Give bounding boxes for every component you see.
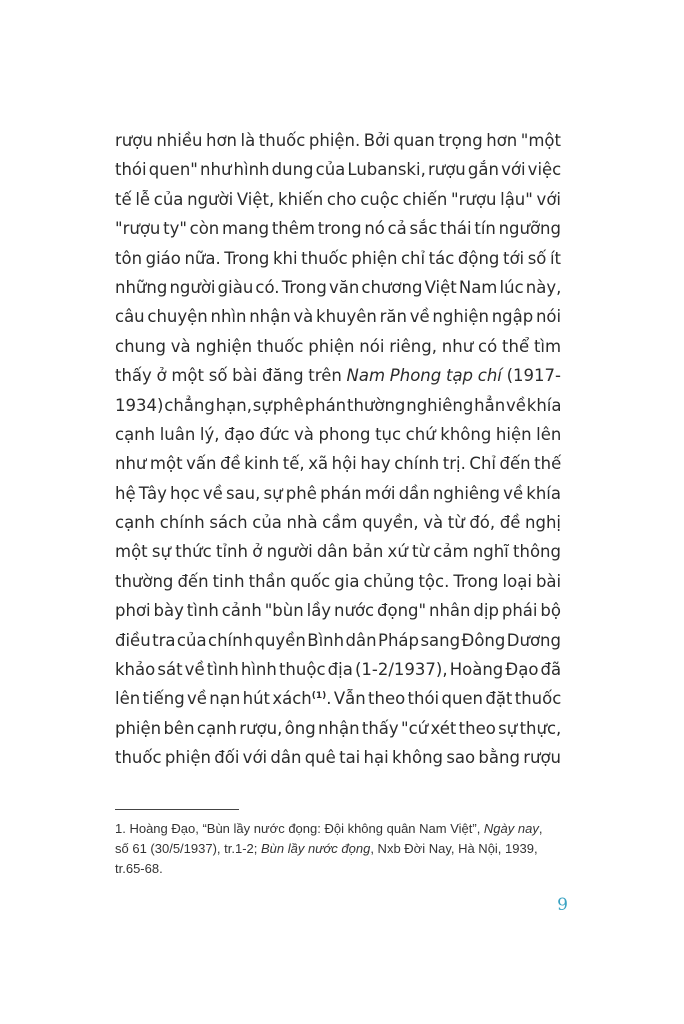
footnote-text: , Nxb Đời Nay, Hà Nội, 1939, [370,841,538,856]
journal-title: Nam Phong tạp chí [346,366,502,386]
body-text [115,126,561,773]
body-line [115,361,561,390]
body-line-text: . Vẫn theo thói quen đặt thuốc [326,689,562,709]
body-line-text: lên tiếng về nạn hút xách [115,689,312,709]
body-line: phơi bày tình cảnh "bùn lầy nước đọng" nhân dịp phái bộ [115,601,561,621]
footnote-text: , [538,821,543,836]
body-line: hệ Tây học về sau, sự phê phán mới dần nghiêng về khía [115,483,561,503]
body-line: tôn giáo nữa. Trong khi thuốc phiện chỉ tác động tới số ít [115,248,562,268]
footnote [115,819,565,879]
body-line: một sự thức tỉnh ở người dân bản xứ từ cảm nghĩ thông [115,542,561,562]
footnote-italic: Ngày nay [483,821,539,836]
body-line [115,684,561,713]
footnote-line [115,819,565,839]
body-line: cạnh chính sách của nhà cầm quyền, và từ đó, đề nghị [115,513,561,533]
body-line: rượu nhiều hơn là thuốc phiện. Bởi quan trọng hơn "một [115,131,561,150]
body-line: thường đến tinh thần quốc gia chủng tộc. Trong loại bài [115,571,562,591]
body-line: 1934) chẳng hạn, sự phê phán thường nghiêng hẳn về khía [115,395,562,415]
page-number: 9 [557,895,568,915]
body-line: chung và nghiện thuốc phiện nói riêng, như có thể tìm [115,336,562,356]
body-line: như một vấn đề kinh tế, xã hội hay chính trị. Chỉ đến thế [115,454,562,474]
body-line: câu chuyện nhìn nhận và khuyên răn về nghiện ngập nói [115,307,562,327]
footnote-line: tr.65-68. [115,861,163,876]
body-line: điều tra của chính quyền Bình dân Pháp sang Đông Dương [115,630,561,650]
body-line: thuốc phiện đối với dân quê tai hại không sao bằng rượu [115,748,561,768]
footnote-text: số 61 (30/5/1937), tr.1-2; [115,841,261,856]
footnote-text: 1. Hoàng Đạo, “Bùn lầy nước đọng: Đội không quân Nam Việt”, [115,821,484,836]
body-line: phiện bên cạnh rượu, ông nhận thấy "cứ xét theo sự thực, [115,718,562,738]
footnote-divider [115,809,239,810]
body-line: những người giàu có. Trong văn chương Việt Nam lúc này, [115,277,562,297]
body-line: khảo sát về tình hình thuộc địa (1-2/1937), Hoàng Đạo đã [115,660,562,680]
footnote-reference[interactable]: (1) [311,691,327,702]
body-line-text: thấy ở một số bài đăng trên [115,366,347,386]
footnote-italic: Bùn lầy nước đọng [260,841,371,856]
body-line: "rượu ty" còn mang thêm trong nó cả sắc thái tín ngưỡng [115,219,561,239]
body-line: thói quen" như hình dung của Lubanski, rượu gắn với việc [115,160,562,180]
footnote-line [115,839,565,859]
body-line: tế lễ của người Việt, khiến cho cuộc chiến "rượu lậu" với [115,189,561,209]
body-line: cạnh luân lý, đạo đức và phong tục chứ không hiện lên [115,424,562,444]
body-line-text: (1917- [501,366,561,386]
